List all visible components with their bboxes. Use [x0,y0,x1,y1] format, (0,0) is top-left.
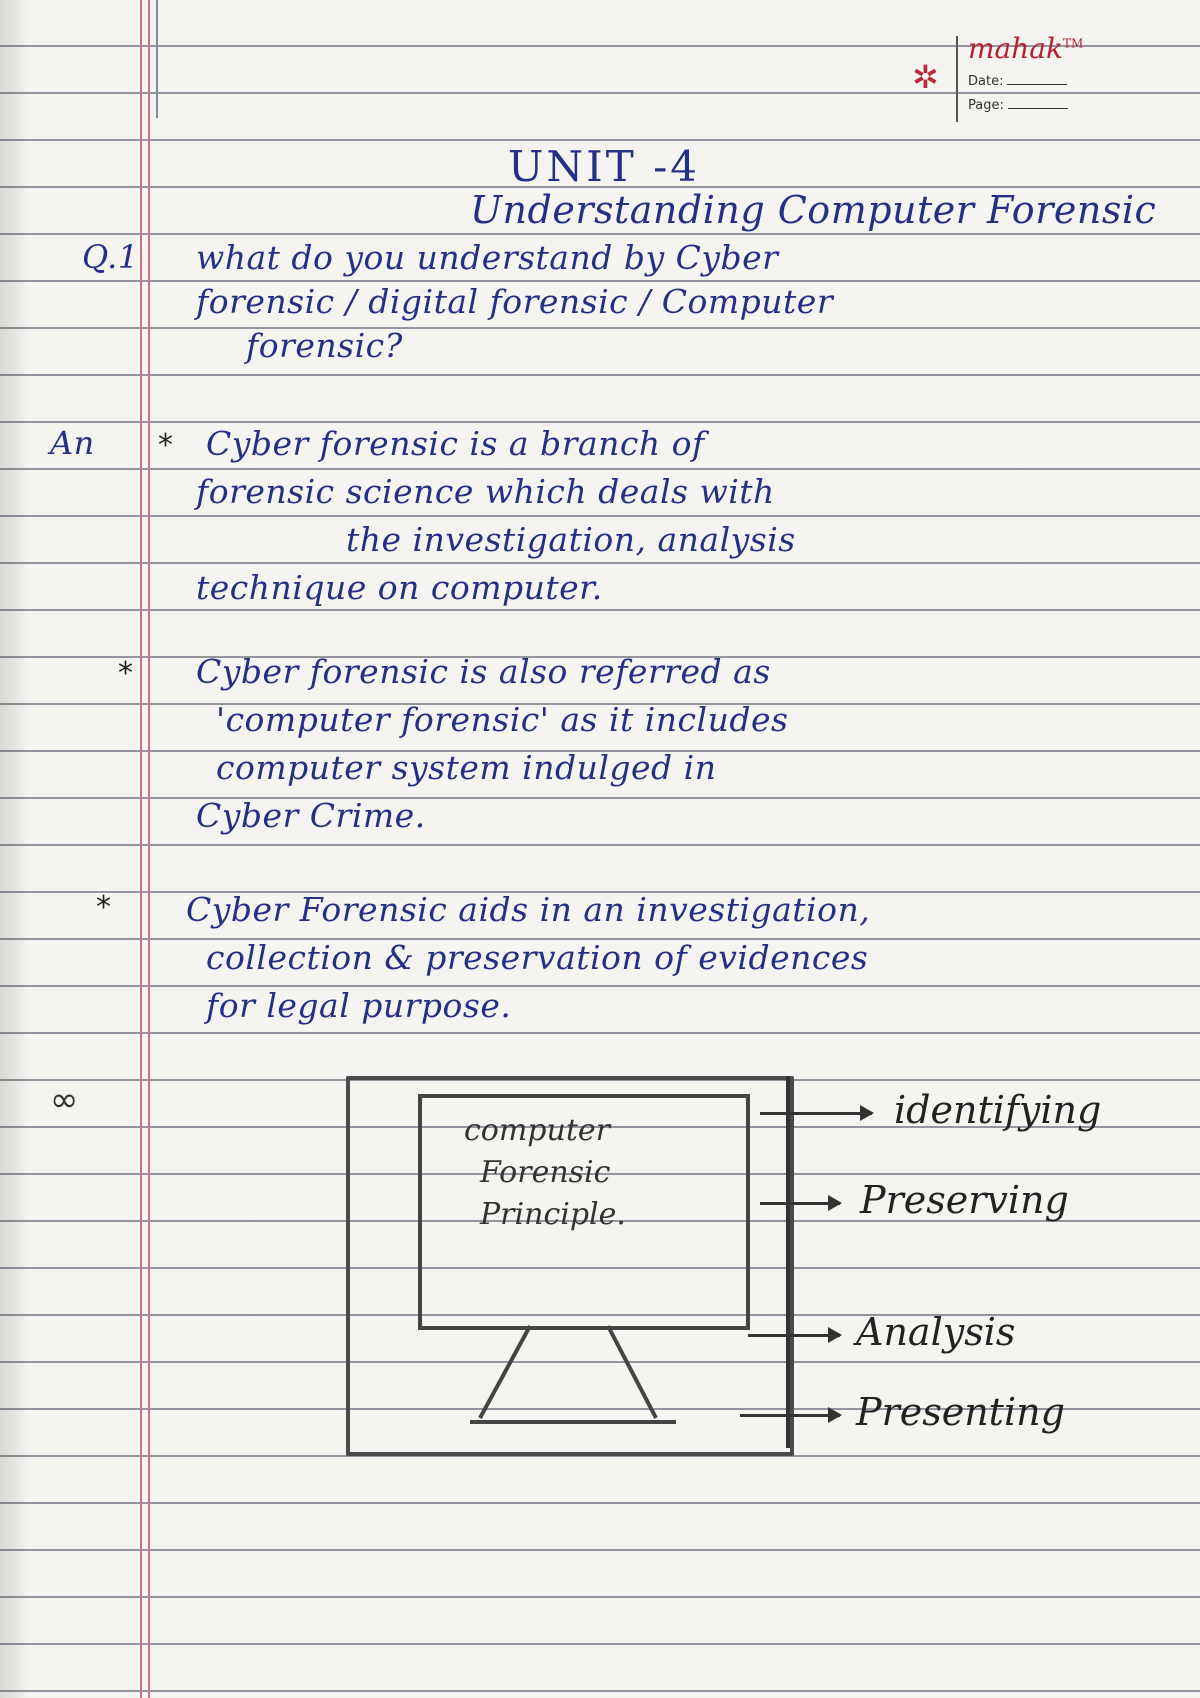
sketch-doodle-icon: ∞ [50,1080,79,1120]
margin-line [140,0,142,1698]
bullet-star-icon: * [96,890,112,925]
date-field: Date: [968,74,1067,89]
question-number: Q.1 [82,238,139,276]
header-divider [156,0,158,118]
principle-step: identifying [894,1088,1102,1132]
answer-line: computer system indulged in [216,748,717,787]
monitor-screen [418,1094,750,1330]
answer-line: technique on computer. [196,568,603,607]
arrow-right-icon [748,1334,840,1337]
answer-line: collection & preservation of evidences [206,938,869,977]
question-line: forensic? [246,326,403,365]
question-line: what do you understand by Cyber [196,238,779,277]
brand-divider [956,36,958,122]
bullet-star-icon: * [158,428,174,463]
chapter-subtitle: Understanding Computer Forensic [470,188,1157,232]
page-field: Page: [968,98,1068,113]
answer-line: 'computer forensic' as it includes [216,700,789,739]
unit-title: UNIT -4 [508,142,701,191]
arrow-right-icon [760,1112,872,1115]
answer-line: Cyber Forensic aids in an investigation, [186,890,871,929]
arrow-right-icon [760,1202,840,1205]
screen-text: Principle. [480,1197,626,1232]
brand-block [912,22,1112,122]
answer-line: Cyber Crime. [196,796,426,835]
answer-line: forensic science which deals with [196,472,775,511]
screen-text: computer [464,1113,610,1148]
principle-step: Preserving [860,1178,1069,1222]
screen-text: Forensic [480,1155,611,1190]
monitor-stand-icon [460,1322,680,1432]
principle-step: Presenting [856,1390,1065,1434]
margin-line [148,0,150,1698]
answer-line: Cyber forensic is a branch of [206,424,705,463]
question-line: forensic / digital forensic / Computer [196,282,834,321]
brand-name: mahak™ [968,32,1084,65]
answer-label: An [50,424,95,462]
brand-logo-icon: ✲ [912,58,939,96]
bullet-star-icon: * [118,656,134,691]
answer-line: the investigation, analysis [346,520,796,559]
answer-line: for legal purpose. [206,986,512,1025]
answer-line: Cyber forensic is also referred as [196,652,771,691]
arrow-right-icon [740,1414,840,1417]
diagram-bracket [786,1076,790,1448]
principle-step: Analysis [856,1310,1016,1354]
